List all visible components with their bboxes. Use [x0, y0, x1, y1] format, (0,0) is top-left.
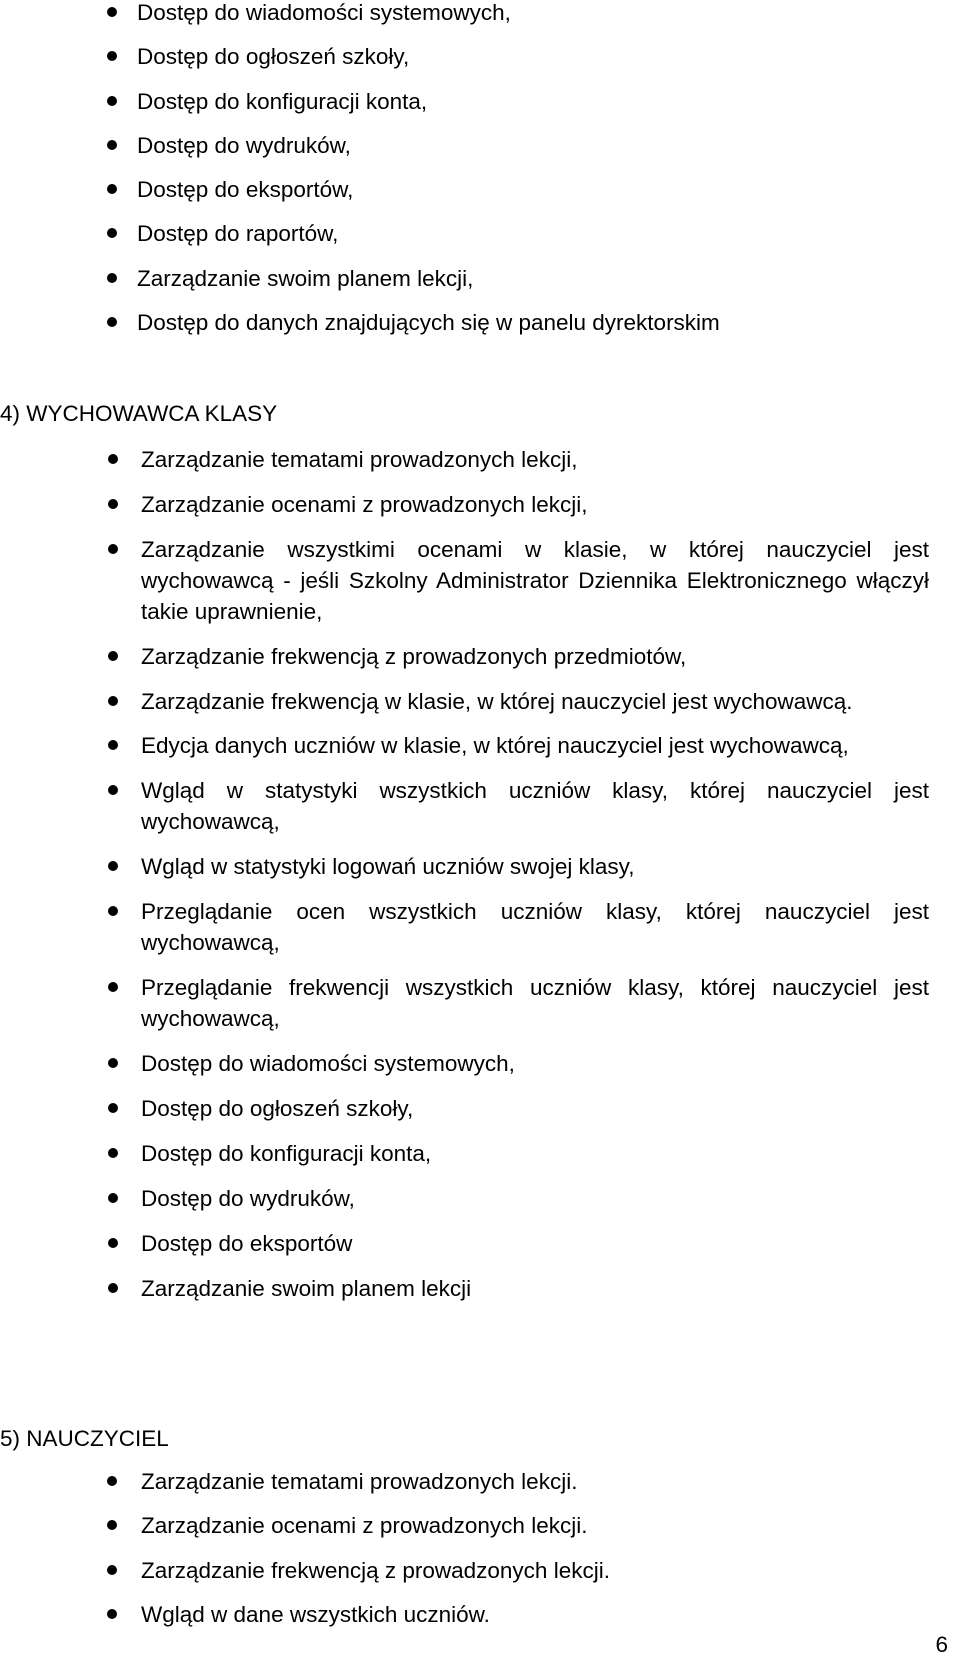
bullet-icon: [108, 544, 118, 554]
list-item: Edycja danych uczniów w klasie, w której nauczyciel jest wychowawcą,: [141, 730, 929, 761]
list-item: Dostęp do wydruków,: [137, 130, 937, 174]
list-item: Dostęp do konfiguracji konta,: [137, 86, 937, 130]
bullet-icon: [108, 1283, 118, 1293]
list-item: Zarządzanie ocenami z prowadzonych lekcji.: [141, 1510, 929, 1554]
bullet-icon: [107, 96, 117, 106]
list-item: Wgląd w statystyki wszystkich uczniów klasy, której nauczyciel jest wychowawcą,: [141, 775, 929, 837]
list-item: Dostęp do eksportów: [141, 1228, 929, 1259]
bullet-icon: [108, 982, 118, 992]
list-item: Dostęp do danych znajdujących się w panelu dyrektorskim: [137, 307, 937, 351]
bullet-icon: [107, 1476, 117, 1486]
list-item: Wgląd w dane wszystkich uczniów.: [141, 1599, 929, 1643]
bullet-icon: [107, 1520, 117, 1530]
bullet-icon: [107, 317, 117, 327]
list-item: Wgląd w statystyki logowań uczniów swojej klasy,: [141, 851, 929, 882]
list-item: Zarządzanie swoim planem lekcji: [141, 1273, 929, 1304]
bullet-icon: [107, 184, 117, 194]
bullet-icon: [108, 454, 118, 464]
bullet-icon: [108, 861, 118, 871]
section-heading-wychowawca: 4) WYCHOWAWCA KLASY: [0, 401, 278, 426]
bullet-icon: [108, 1103, 118, 1113]
bullet-icon: [107, 140, 117, 150]
list-item: Zarządzanie wszystkimi ocenami w klasie, w której nauczyciel jest wychowawcą - jeśli Szkolny Administrator Dziennika Elektronicznego włączył takie uprawnienie,: [141, 534, 929, 627]
wychowawca-permissions-list: [141, 444, 929, 1318]
bullet-icon: [108, 651, 118, 661]
list-item: Dostęp do wydruków,: [141, 1183, 929, 1214]
bullet-icon: [108, 1193, 118, 1203]
bullet-icon: [108, 740, 118, 750]
list-item: Przeglądanie frekwencji wszystkich uczniów klasy, której nauczyciel jest wychowawcą,: [141, 972, 929, 1034]
list-item: Dostęp do konfiguracji konta,: [141, 1138, 929, 1169]
nauczyciel-permissions-list: [141, 1466, 929, 1643]
list-item: Zarządzanie frekwencją z prowadzonych lekcji.: [141, 1555, 929, 1599]
list-item: Zarządzanie tematami prowadzonych lekcji.: [141, 1466, 929, 1510]
bullet-icon: [108, 696, 118, 706]
list-item: Zarządzanie frekwencją z prowadzonych przedmiotów,: [141, 641, 929, 672]
list-item: Zarządzanie tematami prowadzonych lekcji,: [141, 444, 929, 475]
bullet-icon: [108, 906, 118, 916]
list-item: Dostęp do eksportów,: [137, 174, 937, 218]
bullet-icon: [107, 1609, 117, 1619]
bullet-icon: [108, 1058, 118, 1068]
list-item: Przeglądanie ocen wszystkich uczniów klasy, której nauczyciel jest wychowawcą,: [141, 896, 929, 958]
bullet-icon: [107, 51, 117, 61]
list-item: Dostęp do wiadomości systemowych,: [137, 0, 937, 41]
bullet-icon: [108, 499, 118, 509]
bullet-icon: [108, 1238, 118, 1248]
list-item: Dostęp do raportów,: [137, 218, 937, 262]
bullet-icon: [107, 273, 117, 283]
list-item: Zarządzanie swoim planem lekcji,: [137, 263, 937, 307]
access-list-top: [137, 0, 937, 351]
bullet-icon: [107, 1565, 117, 1575]
bullet-icon: [107, 7, 117, 17]
list-item: Dostęp do ogłoszeń szkoły,: [137, 41, 937, 85]
section-heading-nauczyciel: 5) NAUCZYCIEL: [0, 1426, 169, 1451]
list-item: Dostęp do wiadomości systemowych,: [141, 1048, 929, 1079]
list-item: Zarządzanie ocenami z prowadzonych lekcji,: [141, 489, 929, 520]
bullet-icon: [108, 785, 118, 795]
bullet-icon: [107, 228, 117, 238]
bullet-icon: [108, 1148, 118, 1158]
list-item: Dostęp do ogłoszeń szkoły,: [141, 1093, 929, 1124]
page-number: 6: [935, 1632, 948, 1657]
list-item: Zarządzanie frekwencją w klasie, w której nauczyciel jest wychowawcą.: [141, 686, 929, 717]
